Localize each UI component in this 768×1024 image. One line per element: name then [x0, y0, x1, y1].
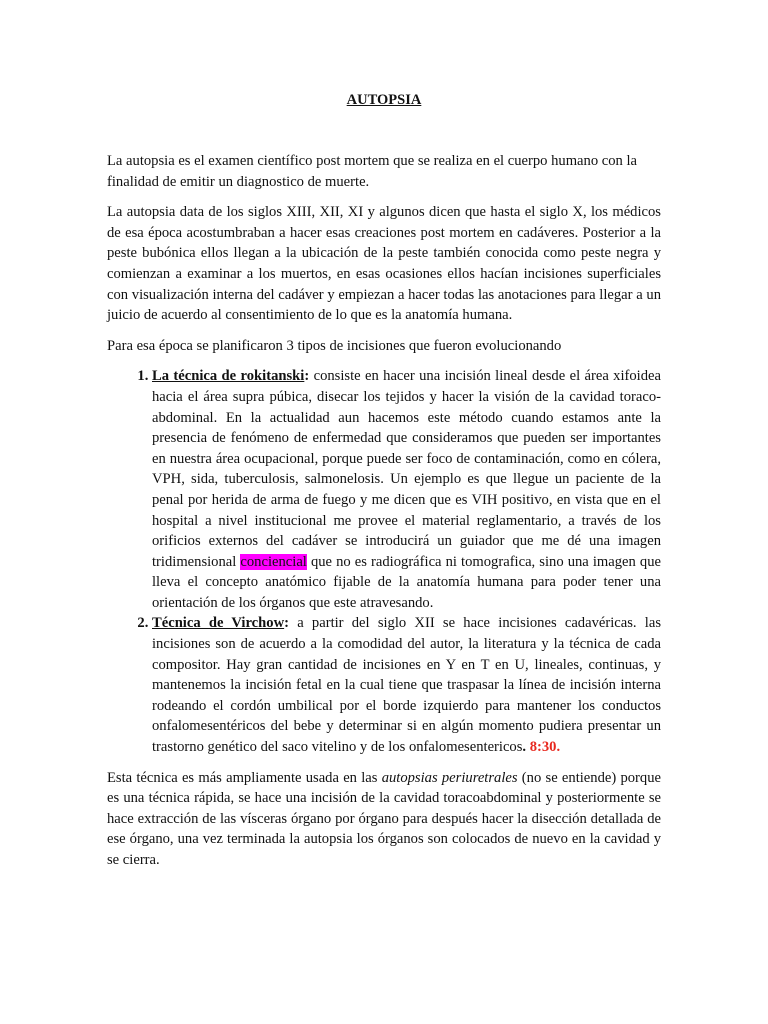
intro-paragraph: La autopsia es el examen científico post mortem que se realiza en el cuerpo humano con la finalidad de emitir un diagnostico de muerte. [107, 153, 638, 190]
technique-description: a partir del siglo XII se hace incisiones cadavéricas. las incisiones son de acuerdo a la comodidad del autor, la literatura y la técnica de cada compositor. Hay gran cantidad de incisiones en Y en T en U, lineales, continuas, y mantenemos la incisión fetal en la cual tiene que traspasar la línea de incisión interna rodeando el cordón umbilical por el borde izquierdo para mantener los conductos onfalomesentéricos del bebe y determinar si en algún momento pudiera presentar un trastorno genético del saco vitelino y de los onfalomesentericos [152, 615, 661, 756]
list-intro-paragraph: Para esa época se planificaron 3 tipos de incisiones que fueron evolucionando [107, 337, 562, 354]
sentence-period: . [522, 739, 527, 756]
technique-colon: : [304, 368, 310, 385]
closing-italic-term: autopsias periuretrales [381, 769, 518, 786]
list-item [152, 366, 661, 613]
closing-text-start: Esta técnica es más ampliamente usada en las [107, 769, 382, 786]
highlighted-word: conciencial [240, 553, 307, 570]
list-item [152, 613, 661, 757]
technique-term: La técnica de rokitanski [152, 368, 305, 385]
closing-text-end: (no se entiende) porque es una técnica rápida, se hace una incisión de la cavidad toracoabdominal y posteriormente se hace extracción de las vísceras órgano por órgano para después hacer la disección detallada de ese órgano, una vez terminada la autopsia los órganos son colocados de nuevo en la cavidad y se cierra. [107, 769, 661, 868]
technique-colon: : [284, 615, 289, 632]
incision-techniques-list [107, 366, 661, 757]
closing-paragraph [107, 768, 661, 871]
document-title: AUTOPSIA [346, 92, 422, 108]
technique-description-end: que no es radiográfica ni tomografica, sino una imagen que lleva el concepto anatómico fijable de la anatomía humana para poder tener una orientación de los órganos que este atravesando. [152, 553, 661, 611]
history-paragraph: La autopsia data de los siglos XIII, XII, XI y algunos dicen que hasta el siglo X, los médicos de esa época acostumbraban a hacer esas creaciones post mortem en cadáveres. Posterior a la peste bubónica ellos llegan a la ubicación de la peste también conocida como peste negra y comienzan a examinar a los muertos, en esas ocasiones ellos hacían incisiones superficiales con visualización interna del cadáver y empiezan a hacer todas las anotaciones para llegar a un juicio de acuerdo al consentimiento de lo que es la anatomía humana. [107, 204, 661, 324]
time-marker: 8:30. [526, 739, 561, 756]
technique-description: consiste en hacer una incisión lineal desde el área xifoidea hacia el área supra púbica, disecar los tejidos y hacer la visión de la cavidad toraco-abdominal. En la actualidad aun hacemos este método cuando estamos ante la presencia de fenómeno de enfermedad que consideramos que pueden ser importantes en nuestra área ocupacional, porque puede ser foco de contaminación, como en cólera, VPH, sida, tuberculosis, salmonelosis. Un ejemplo es que llegue un paciente de la penal por herida de arma de fuego y me dicen que es VIH positivo, en vista que en el hospital a nivel institucional me provee el material reglamentario, a través de los orificios externos del cadáver se introducirá un guiador que me dé una imagen tridimensional [152, 368, 661, 570]
technique-term: Técnica de Virchow [152, 615, 285, 632]
